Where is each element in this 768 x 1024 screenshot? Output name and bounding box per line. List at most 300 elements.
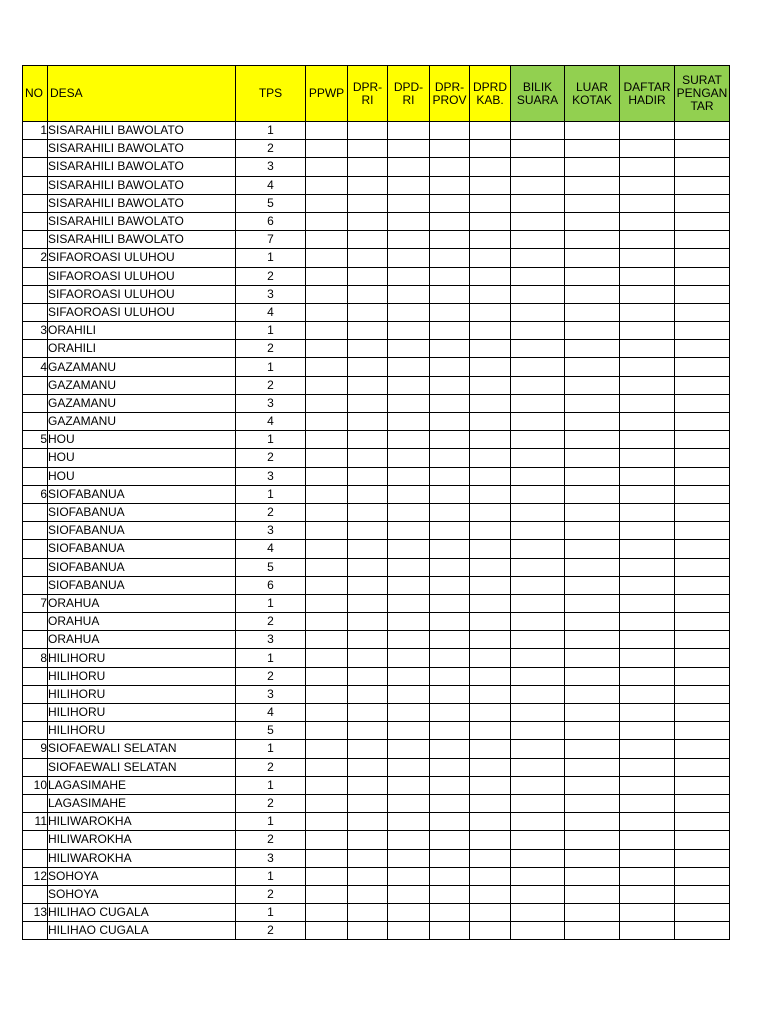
cell-no [23,522,48,540]
cell-dpr-ri [348,122,388,140]
cell-dpr-ri [348,394,388,412]
cell-bilik-suara [511,467,565,485]
cell-dpd-ri [388,540,430,558]
cell-no: 6 [23,485,48,503]
cell-dpr-prov [430,594,470,612]
cell-daftar-hadir [620,503,675,521]
cell-dpd-ri [388,867,430,885]
cell-dprd-kab [470,831,511,849]
cell-ppwp [306,285,348,303]
cell-tps: 1 [236,122,306,140]
cell-desa: SIOFAEWALI SELATAN [48,740,236,758]
cell-desa: HOU [48,431,236,449]
col-header-daftar-hadir [620,66,675,122]
cell-ppwp [306,449,348,467]
col-header-tps [236,66,306,122]
cell-dpr-ri [348,613,388,631]
cell-dpd-ri [388,704,430,722]
cell-bilik-suara [511,249,565,267]
cell-dpr-prov [430,649,470,667]
cell-no: 3 [23,322,48,340]
cell-dpr-ri [348,631,388,649]
cell-ppwp [306,231,348,249]
cell-ppwp [306,558,348,576]
cell-daftar-hadir [620,303,675,321]
cell-tps: 6 [236,212,306,230]
cell-surat-pengantar [675,194,730,212]
cell-ppwp [306,613,348,631]
cell-tps: 2 [236,340,306,358]
cell-surat-pengantar [675,922,730,940]
table-row [23,122,730,140]
cell-luar-kotak [565,722,620,740]
cell-desa: HILIWAROKHA [48,849,236,867]
cell-ppwp [306,813,348,831]
col-header-no [23,66,48,122]
cell-no [23,376,48,394]
cell-ppwp [306,431,348,449]
cell-no [23,467,48,485]
cell-daftar-hadir [620,631,675,649]
cell-ppwp [306,776,348,794]
cell-tps: 1 [236,813,306,831]
cell-tps: 5 [236,194,306,212]
cell-bilik-suara [511,358,565,376]
cell-dpr-prov [430,194,470,212]
cell-dpr-prov [430,576,470,594]
cell-tps: 2 [236,613,306,631]
cell-tps: 4 [236,303,306,321]
col-header-dprd-kab-label: DPRD KAB. [472,79,507,107]
table-row [23,576,730,594]
cell-ppwp [306,922,348,940]
cell-no [23,285,48,303]
cell-luar-kotak [565,704,620,722]
cell-dprd-kab [470,922,511,940]
cell-dpr-prov [430,431,470,449]
cell-dpr-ri [348,831,388,849]
cell-dpd-ri [388,413,430,431]
cell-surat-pengantar [675,831,730,849]
cell-desa: LAGASIMAHE [48,794,236,812]
cell-surat-pengantar [675,158,730,176]
col-header-ppwp [306,66,348,122]
cell-daftar-hadir [620,576,675,594]
cell-no [23,613,48,631]
cell-dpr-prov [430,613,470,631]
cell-ppwp [306,413,348,431]
cell-dpr-prov [430,449,470,467]
table-row [23,522,730,540]
cell-bilik-suara [511,413,565,431]
cell-desa: HILIHAO CUGALA [48,922,236,940]
cell-bilik-suara [511,904,565,922]
cell-daftar-hadir [620,649,675,667]
cell-dpd-ri [388,649,430,667]
cell-dpd-ri [388,922,430,940]
cell-surat-pengantar [675,685,730,703]
cell-luar-kotak [565,322,620,340]
cell-daftar-hadir [620,231,675,249]
cell-bilik-suara [511,122,565,140]
table-row [23,558,730,576]
cell-dpr-ri [348,722,388,740]
cell-bilik-suara [511,722,565,740]
cell-dprd-kab [470,631,511,649]
table-row [23,176,730,194]
cell-luar-kotak [565,776,620,794]
cell-dpd-ri [388,431,430,449]
cell-surat-pengantar [675,558,730,576]
col-header-luar-kotak-label: LUAR KOTAK [572,79,612,107]
cell-desa: SIOFABANUA [48,576,236,594]
cell-bilik-suara [511,285,565,303]
cell-daftar-hadir [620,522,675,540]
cell-desa: HILIWAROKHA [48,831,236,849]
cell-luar-kotak [565,813,620,831]
cell-dpr-prov [430,140,470,158]
cell-dprd-kab [470,267,511,285]
cell-ppwp [306,794,348,812]
cell-no [23,704,48,722]
cell-no [23,176,48,194]
cell-dprd-kab [470,413,511,431]
col-header-no-label: NO [25,86,43,100]
col-header-luar-kotak [565,66,620,122]
cell-no: 9 [23,740,48,758]
cell-tps: 4 [236,704,306,722]
cell-desa: SISARAHILI BAWOLATO [48,176,236,194]
cell-surat-pengantar [675,740,730,758]
cell-dprd-kab [470,904,511,922]
col-header-dpd-ri-label: DPD- RI [393,79,424,107]
cell-surat-pengantar [675,394,730,412]
cell-dpd-ri [388,358,430,376]
cell-ppwp [306,685,348,703]
cell-surat-pengantar [675,522,730,540]
cell-dpr-ri [348,322,388,340]
cell-dpr-prov [430,413,470,431]
cell-luar-kotak [565,503,620,521]
cell-bilik-suara [511,140,565,158]
cell-dpr-ri [348,813,388,831]
cell-dpr-prov [430,522,470,540]
cell-no [23,831,48,849]
cell-tps: 1 [236,431,306,449]
cell-luar-kotak [565,485,620,503]
cell-dpr-prov [430,794,470,812]
cell-no [23,212,48,230]
tps-sheet-table [22,65,730,940]
cell-ppwp [306,885,348,903]
cell-dpr-ri [348,231,388,249]
cell-ppwp [306,831,348,849]
cell-luar-kotak [565,667,620,685]
cell-no [23,303,48,321]
cell-dpr-ri [348,212,388,230]
cell-bilik-suara [511,503,565,521]
cell-daftar-hadir [620,267,675,285]
cell-luar-kotak [565,594,620,612]
cell-dpd-ri [388,267,430,285]
cell-ppwp [306,140,348,158]
cell-ppwp [306,704,348,722]
cell-dpd-ri [388,467,430,485]
cell-daftar-hadir [620,722,675,740]
cell-tps: 7 [236,231,306,249]
cell-dpr-prov [430,558,470,576]
cell-dpd-ri [388,394,430,412]
cell-daftar-hadir [620,194,675,212]
cell-bilik-suara [511,667,565,685]
cell-dpr-prov [430,540,470,558]
cell-no: 4 [23,358,48,376]
cell-no [23,576,48,594]
cell-daftar-hadir [620,685,675,703]
table-row [23,649,730,667]
cell-dpr-ri [348,649,388,667]
cell-dprd-kab [470,358,511,376]
cell-daftar-hadir [620,558,675,576]
cell-dpr-prov [430,249,470,267]
cell-ppwp [306,522,348,540]
table-body [23,122,730,940]
cell-luar-kotak [565,885,620,903]
cell-dpd-ri [388,613,430,631]
cell-dpr-prov [430,212,470,230]
cell-dprd-kab [470,594,511,612]
cell-luar-kotak [565,212,620,230]
cell-daftar-hadir [620,867,675,885]
cell-dpd-ri [388,249,430,267]
cell-dpr-prov [430,394,470,412]
cell-ppwp [306,667,348,685]
table-row [23,431,730,449]
cell-dpr-prov [430,867,470,885]
cell-daftar-hadir [620,340,675,358]
cell-dpr-ri [348,776,388,794]
cell-dpd-ri [388,522,430,540]
cell-luar-kotak [565,376,620,394]
table-row [23,540,730,558]
cell-ppwp [306,649,348,667]
table-row [23,794,730,812]
cell-bilik-suara [511,813,565,831]
cell-bilik-suara [511,540,565,558]
cell-dpr-prov [430,158,470,176]
cell-luar-kotak [565,522,620,540]
cell-daftar-hadir [620,904,675,922]
table-row [23,503,730,521]
cell-luar-kotak [565,613,620,631]
cell-desa: SISARAHILI BAWOLATO [48,212,236,230]
cell-desa: ORAHUA [48,631,236,649]
cell-luar-kotak [565,631,620,649]
cell-dpr-ri [348,885,388,903]
cell-surat-pengantar [675,467,730,485]
cell-tps: 1 [236,904,306,922]
cell-luar-kotak [565,140,620,158]
cell-dpr-ri [348,358,388,376]
cell-luar-kotak [565,794,620,812]
cell-luar-kotak [565,867,620,885]
cell-desa: SIOFABANUA [48,503,236,521]
cell-bilik-suara [511,740,565,758]
table-row [23,485,730,503]
cell-dpd-ri [388,485,430,503]
table-row [23,594,730,612]
cell-tps: 3 [236,849,306,867]
table-row [23,449,730,467]
cell-surat-pengantar [675,594,730,612]
cell-no: 13 [23,904,48,922]
cell-daftar-hadir [620,322,675,340]
cell-dpd-ri [388,794,430,812]
cell-tps: 1 [236,322,306,340]
cell-desa: SIOFAEWALI SELATAN [48,758,236,776]
cell-luar-kotak [565,249,620,267]
cell-desa: ORAHILI [48,322,236,340]
cell-dpr-prov [430,467,470,485]
cell-surat-pengantar [675,576,730,594]
cell-bilik-suara [511,631,565,649]
table-row [23,249,730,267]
cell-dpr-ri [348,413,388,431]
cell-dpd-ri [388,631,430,649]
cell-bilik-suara [511,340,565,358]
cell-dpd-ri [388,376,430,394]
cell-dprd-kab [470,249,511,267]
cell-bilik-suara [511,704,565,722]
cell-bilik-suara [511,867,565,885]
cell-no [23,631,48,649]
table-row [23,722,730,740]
cell-bilik-suara [511,758,565,776]
cell-dpd-ri [388,849,430,867]
cell-dpr-prov [430,704,470,722]
col-header-ppwp-label: PPWP [308,86,345,100]
cell-daftar-hadir [620,413,675,431]
cell-bilik-suara [511,485,565,503]
cell-bilik-suara [511,922,565,940]
cell-bilik-suara [511,613,565,631]
cell-dprd-kab [470,194,511,212]
cell-surat-pengantar [675,885,730,903]
cell-surat-pengantar [675,340,730,358]
cell-dpr-prov [430,303,470,321]
table-row [23,849,730,867]
cell-desa: SIOFABANUA [48,485,236,503]
cell-no [23,413,48,431]
cell-dpd-ri [388,158,430,176]
cell-desa: HILIWAROKHA [48,813,236,831]
cell-desa: GAZAMANU [48,394,236,412]
cell-tps: 3 [236,285,306,303]
cell-ppwp [306,376,348,394]
cell-daftar-hadir [620,704,675,722]
cell-dpr-ri [348,176,388,194]
cell-dpr-ri [348,904,388,922]
cell-tps: 1 [236,776,306,794]
cell-dpr-ri [348,576,388,594]
cell-dpr-ri [348,503,388,521]
cell-dpd-ri [388,140,430,158]
cell-dpd-ri [388,722,430,740]
cell-desa: GAZAMANU [48,413,236,431]
cell-dpr-ri [348,794,388,812]
cell-bilik-suara [511,231,565,249]
table-row [23,267,730,285]
cell-dpr-ri [348,249,388,267]
cell-ppwp [306,267,348,285]
cell-dpd-ri [388,503,430,521]
cell-dpd-ri [388,758,430,776]
cell-desa: LAGASIMAHE [48,776,236,794]
col-header-dpr-ri [348,66,388,122]
cell-dprd-kab [470,576,511,594]
table-row [23,413,730,431]
cell-luar-kotak [565,394,620,412]
cell-luar-kotak [565,431,620,449]
cell-desa: SISARAHILI BAWOLATO [48,194,236,212]
cell-daftar-hadir [620,449,675,467]
cell-daftar-hadir [620,285,675,303]
cell-surat-pengantar [675,758,730,776]
cell-tps: 2 [236,885,306,903]
cell-daftar-hadir [620,776,675,794]
cell-tps: 3 [236,158,306,176]
cell-luar-kotak [565,740,620,758]
cell-bilik-suara [511,885,565,903]
cell-luar-kotak [565,413,620,431]
cell-dprd-kab [470,176,511,194]
cell-ppwp [306,322,348,340]
cell-luar-kotak [565,558,620,576]
cell-no [23,685,48,703]
cell-ppwp [306,576,348,594]
cell-dprd-kab [470,467,511,485]
cell-no [23,267,48,285]
cell-dpr-ri [348,431,388,449]
cell-luar-kotak [565,303,620,321]
cell-bilik-suara [511,649,565,667]
cell-surat-pengantar [675,358,730,376]
cell-surat-pengantar [675,485,730,503]
cell-ppwp [306,358,348,376]
cell-no [23,449,48,467]
cell-desa: ORAHILI [48,340,236,358]
cell-ppwp [306,485,348,503]
cell-tps: 1 [236,649,306,667]
cell-no: 11 [23,813,48,831]
cell-bilik-suara [511,158,565,176]
cell-luar-kotak [565,758,620,776]
cell-bilik-suara [511,558,565,576]
cell-dpr-prov [430,340,470,358]
cell-dprd-kab [470,449,511,467]
table-row [23,667,730,685]
cell-tps: 3 [236,394,306,412]
cell-ppwp [306,158,348,176]
cell-no [23,885,48,903]
cell-bilik-suara [511,522,565,540]
cell-ppwp [306,867,348,885]
cell-daftar-hadir [620,667,675,685]
cell-luar-kotak [565,576,620,594]
col-header-dpd-ri [388,66,430,122]
cell-bilik-suara [511,685,565,703]
cell-tps: 1 [236,740,306,758]
